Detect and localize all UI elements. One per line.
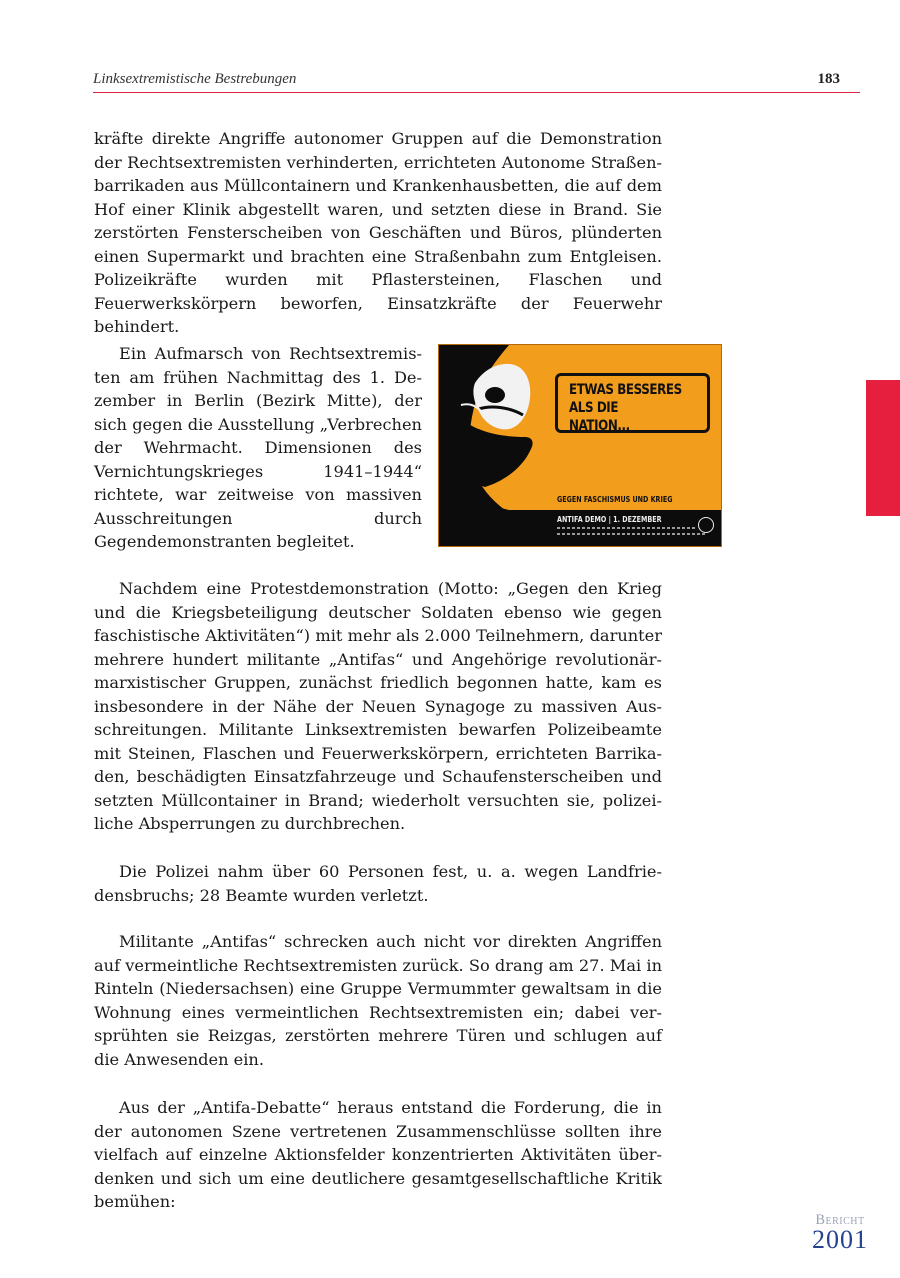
running-header: [93, 70, 860, 93]
running-title: Linksextremistische Bestrebungen: [93, 71, 297, 87]
antifa-poster-image: [438, 344, 722, 547]
paragraph-text: Nachdem eine Protestdemonstration (Motto: „Gegen den Krieg und die Kriegsbeteiligung deutscher Soldaten ebenso wie gegen faschistische Aktivitäten“) mit mehr als 2.000 Teilnehmern, darunter mehrere hundert militante „Antifas“ und Angehörige revolutionärmarxistischer Gruppen, zunächst friedlich begonnen hatte, kam es insbesondere in der Nähe der Neuen Synagoge zu massiven Ausschreitungen. Militante Linksextremisten bewarfen Polizeibeamte mit Steinen, Flaschen und Feuerwerkskörpern, errichteten Barrikaden, beschädigten Einsatzfahrzeuge und Schaufensterscheiben und setzten Müllcontainer in Brand; wiederholt versuchten sie, polizeiliche Absperrungen zu durchbrechen.: [94, 579, 662, 833]
body-paragraph-1: [94, 127, 662, 339]
poster-demo-line: ANTIFA DEMO | 1. DEZEMBER: [557, 515, 662, 524]
poster-slogan-line-2: ALS DIE NATION...: [569, 400, 630, 434]
report-logo-year: 2001: [812, 1225, 868, 1254]
paragraph-text: Aus der „Antifa-Debatte“ heraus entstand die Forderung, die in der autonomen Szene vertretenen Zusammenschlüsse sollten ihre vielfach auf einzelne Aktionsfelder konzentrierten Aktivitäten überdenken und sich um eine deutlichere gesamtgesellschaftliche Kritik bemühen:: [94, 1098, 662, 1211]
paragraph-text: Die Polizei nahm über 60 Personen fest, u. a. wegen Landfriedensbruchs; 28 Beamte wurden verletzt.: [94, 862, 662, 905]
body-paragraph-4: [94, 860, 662, 907]
chapter-margin-tab: [866, 380, 900, 516]
report-logo-word: Bericht: [815, 1212, 865, 1228]
report-logo: [800, 1212, 880, 1254]
body-paragraph-5: [94, 930, 662, 1071]
page-number: 183: [817, 71, 840, 87]
paragraph-text: Militante „Antifas“ schrecken auch nicht vor direkten Angriffen auf vermeintliche Rechtsextremisten zurück. So drang am 27. Mai in Rinteln (Niedersachsen) eine Gruppe Vermummter gewaltsam in die Wohnung eines vermeintlichen Rechtsextremisten ein; dabei versprühten sie Reizgas, zerstörten mehrere Türen und schlugen auf die Anwesenden ein.: [94, 932, 662, 1069]
antifa-flag-icon: [698, 517, 714, 533]
poster-fine-print: [557, 527, 697, 529]
body-paragraph-2: [94, 342, 422, 554]
poster-fine-print: [557, 533, 707, 535]
poster-strapline: GEGEN FASCHISMUS UND KRIEG: [557, 495, 673, 504]
speech-bubble: [555, 373, 710, 433]
paragraph-text: kräfte direkte Angriffe autonomer Gruppen auf die Demonstration der Rechtsextremisten verhinderten, errichteten Autonome Straßenbarrikaden aus Müllcontainern und Krankenhausbetten, die auf dem Hof einer Klinik abgestellt waren, und setzten diese in Brand. Sie zerstörten Fensterscheiben von Geschäften und Büros, plünderten einen Supermarkt und brachten eine Straßenbahn zum Entgleisen. Polizeikräfte wurden mit Pflastersteinen, Flaschen und Feuerwerkskörpern beworfen, Einsatzkräfte der Feuerwehr behindert.: [94, 129, 662, 336]
body-paragraph-6: [94, 1096, 662, 1214]
body-paragraph-3: [94, 577, 662, 836]
poster-slogan-line-1: ETWAS BESSERES: [569, 382, 682, 398]
paragraph-text: Ein Aufmarsch von Rechtsextremisten am frühen Nachmittag des 1. Dezember in Berlin (Bezirk Mitte), der sich gegen die Ausstellung „Verbrechen der Wehrmacht. Dimensionen des Vernichtungskrieges 1941–1944“ richtete, war zeitweise von massiven Ausschreitungen durch Gegendemonstranten begleitet.: [94, 344, 422, 551]
